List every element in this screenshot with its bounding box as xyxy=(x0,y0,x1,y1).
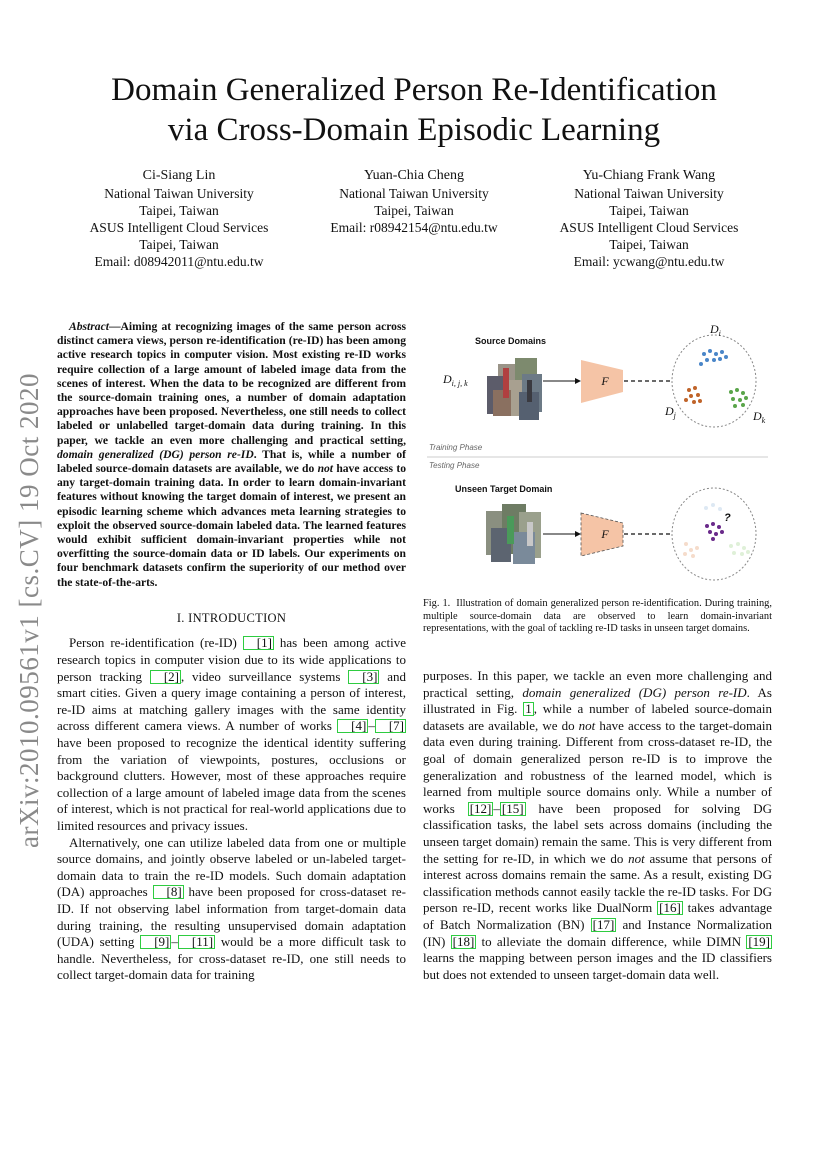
body-text: to alleviate the domain difference, while DIMN xyxy=(476,933,747,949)
citation-link[interactable]: [4] xyxy=(337,719,368,733)
citation-link[interactable]: [3] xyxy=(348,670,379,684)
body-text: have been proposed to recognize the identical identity suffering from the variation of viewpoints, postures, occlusions or background clutters. However, most of these approaches require collection of a large amount of labeled image data from the scenes of interest, which is not practical for real-world applications due to limited resources and privacy issues. xyxy=(57,735,406,833)
intro-paragraph-1 xyxy=(57,635,406,834)
arrow-head-icon xyxy=(575,378,581,384)
author-1 xyxy=(60,167,298,270)
body-text: takes advantage of Batch Normalization (BN) xyxy=(423,900,772,932)
body-text: Person re-identification (re-ID) xyxy=(69,635,243,651)
affiliation-line: Taipei, Taiwan xyxy=(609,237,689,252)
figure-label: Fig. 1. xyxy=(423,598,451,609)
affiliation-line: ASUS Intelligent Cloud Services xyxy=(559,220,739,235)
training-phase-label: Training Phase xyxy=(429,443,483,452)
cluster-di xyxy=(699,349,728,366)
author-name: Ci-Siang Lin xyxy=(142,168,216,183)
body-text: , while a number of labeled source-domain datasets are available, we do xyxy=(423,701,772,733)
figure-1-caption xyxy=(423,598,772,636)
figure-link[interactable]: 1 xyxy=(525,701,532,717)
affiliation-line: National Taiwan University xyxy=(104,186,254,201)
body-text: and Instance Normalization (IN) xyxy=(423,916,772,949)
citation-link[interactable]: [7] xyxy=(375,719,406,733)
body-text: and smart cities. Given a query image containing a person of interest, re-ID aims at matching gallery images with the same identity across different camera views. A number of works xyxy=(57,668,406,734)
section-initial: I xyxy=(188,610,193,625)
arxiv-identifier: arXiv:2010.09561v1 [cs.CV] 19 Oct 2020 xyxy=(14,373,44,848)
citation-link[interactable]: [16] xyxy=(659,900,681,916)
author-2 xyxy=(300,167,528,236)
author-email: Email: r08942154@ntu.edu.tw xyxy=(330,220,498,235)
d-j-label: $D_j$ xyxy=(665,404,676,420)
intro-paragraph-2 xyxy=(57,835,406,984)
body-text: have been proposed for solving DG classification tasks, the label sets across domains (including the unseen target domain) remain the same. This is very different from the setting for re-ID, in which we do xyxy=(423,800,772,866)
affiliation-line: National Taiwan University xyxy=(574,186,724,201)
citation-link[interactable]: [8] xyxy=(153,885,184,899)
body-text: – xyxy=(368,718,375,734)
author-3 xyxy=(530,167,768,270)
body-emphasis: domain generalized (DG) person re-ID xyxy=(522,684,747,700)
body-emphasis: not xyxy=(578,717,596,733)
affiliation-line: National Taiwan University xyxy=(339,186,489,201)
abstract-lead: Abstract xyxy=(69,320,109,333)
title-line-2: via Cross-Domain Episodic Learning xyxy=(167,112,661,148)
abstract-emphasis: not xyxy=(317,462,334,476)
body-text: – xyxy=(493,800,500,816)
body-text: learns the mapping between person images and the ID classifiers but does not extended to unseen target-domain data well. xyxy=(423,950,772,982)
citation-link[interactable]: [19] xyxy=(748,933,770,949)
affiliation-line: ASUS Intelligent Cloud Services xyxy=(89,220,269,235)
body-text: have been proposed for cross-dataset re-ID. If not observing label information from target-domain data during training, the resulting unsupervised domain adaptation (UDA) setting xyxy=(57,884,407,950)
body-text: has been among active research topics in computer vision due to its wide applications to person tracking xyxy=(57,635,406,684)
author-name: Yu-Chiang Frank Wang xyxy=(582,168,716,183)
cluster-target xyxy=(705,522,724,541)
citation-link[interactable]: [18] xyxy=(452,933,475,949)
cluster-dj xyxy=(684,386,702,404)
body-text: purposes. In this paper, we tackle an even more challenging and practical setting, xyxy=(423,668,772,700)
feature-space-training xyxy=(672,335,756,427)
abstract-text: have access to any target-domain training data. In order to learn domain-invariant features without knowing the target domain of interest, we present an episodic learning scheme which advances meta learning strategies to exploit the observed source-domain labeled data. The learned features would exhibit sufficient domain-invariant properties while not overfitting the source-domain data or ID labels. Our experiments on four benchmark datasets confirm the superiority of our method over the state-of-the-arts. xyxy=(57,462,406,589)
figure-1-diagram xyxy=(423,318,772,600)
abstract-emphasis: domain generalized (DG) person re-ID xyxy=(57,447,254,461)
body-text: – xyxy=(171,934,178,950)
author-block xyxy=(60,167,768,277)
affiliation-line: Taipei, Taiwan xyxy=(609,203,689,218)
abstract-text: . That is, while a number of labeled source-domain datasets are available, we do xyxy=(57,447,406,476)
abstract-text: —Aiming at recognizing images of the same person across distinct camera views, person re-identification (re-ID) has been among active research topics in computer vision. Most existing re-ID works require collection of a large amount of labeled image data from the scenes of interest. When the data to be recognized are different from the source-domain training ones, a number of domain adaptation approaches have been proposed. Nevertheless, one still needs to collect labeled or unlabelled target-domain data during training. In this paper, we tackle an even more challenging and practical setting, xyxy=(57,320,406,447)
citation-link[interactable]: [11] xyxy=(178,935,215,949)
d-ijk-label: $D_{i, j, k}$ xyxy=(443,372,468,388)
F-label-test: F xyxy=(601,527,609,541)
body-text: would be a more difficult task to handle. Nevertheless, for cross-dataset re-ID, one still needs to collect target-domain data for training xyxy=(57,934,406,983)
affiliation-line: Taipei, Taiwan xyxy=(139,203,219,218)
affiliation-line: Taipei, Taiwan xyxy=(139,237,219,252)
source-image-stack xyxy=(487,358,542,420)
d-i-label: $D_i$ xyxy=(710,322,721,338)
citation-link[interactable]: [1] xyxy=(243,636,274,650)
figure-1 xyxy=(423,318,772,600)
citation-link[interactable]: [2] xyxy=(150,670,181,684)
F-label: F xyxy=(601,374,609,388)
paper-title xyxy=(60,70,768,150)
testing-phase-label: Testing Phase xyxy=(429,461,480,470)
citation-link[interactable]: [17] xyxy=(592,916,615,932)
section-heading-introduction xyxy=(57,610,406,627)
citation-link[interactable]: [12] xyxy=(469,800,492,816)
section-number: I. xyxy=(176,610,189,625)
body-text: Alternatively, one can utilize labeled data from one or multiple source domains, and jointly observe labeled or un-labeled target-domain data to train the re-ID models. Such domain adaptation (DA) approaches xyxy=(57,834,406,900)
faded-cluster-green xyxy=(729,542,750,556)
right-column xyxy=(423,668,772,983)
d-k-label: $D_k$ xyxy=(753,409,766,425)
body-text: assume that persons of interest across domains remain the same. As a result, existing DG classification methods cannot easily tackle the re-ID tasks. For DG person re-ID, recent works like DualNorm xyxy=(423,850,773,916)
body-text: have access to the target-domain data even during training. Different from cross-dataset re-ID, the goal of domain generalized person re-ID is to improve the generalization and robustness of the learned model, which is learned from multiple source domains only. While a number of works xyxy=(423,717,772,816)
faded-cluster-orange xyxy=(683,542,699,558)
unseen-target-domain-label: Unseen Target Domain xyxy=(455,484,553,494)
arrow-head-icon xyxy=(575,531,581,537)
body-text: . As illustrated in Fig. xyxy=(423,684,772,717)
author-email: Email: d08942011@ntu.edu.tw xyxy=(94,254,264,269)
citation-link[interactable]: [9] xyxy=(140,935,171,949)
author-email: Email: ycwang@ntu.edu.tw xyxy=(573,254,725,269)
faded-cluster-blue xyxy=(704,503,722,511)
section-title-rest: NTRODUCTION xyxy=(192,610,287,625)
body-text: , video surveillance systems xyxy=(181,668,349,684)
cluster-dk xyxy=(729,388,748,408)
question-mark: ? xyxy=(724,512,731,524)
left-column xyxy=(57,320,406,984)
intro-paragraph-3 xyxy=(423,668,772,983)
source-domains-label: Source Domains xyxy=(475,336,547,346)
author-name: Yuan-Chia Cheng xyxy=(364,168,464,183)
affiliation-line: Taipei, Taiwan xyxy=(374,203,454,218)
title-line-1: Domain Generalized Person Re-Identification xyxy=(111,72,717,108)
caption-text: Illustration of domain generalized person re-identification. During training, multiple source-domain data are observed to learn domain-invariant representations, with the goal of tackling re-ID tasks in unseen target domains. xyxy=(423,598,772,635)
target-image-stack xyxy=(486,504,541,564)
body-emphasis: not xyxy=(628,850,645,866)
abstract xyxy=(57,320,406,590)
citation-link[interactable]: [15] xyxy=(501,800,524,816)
